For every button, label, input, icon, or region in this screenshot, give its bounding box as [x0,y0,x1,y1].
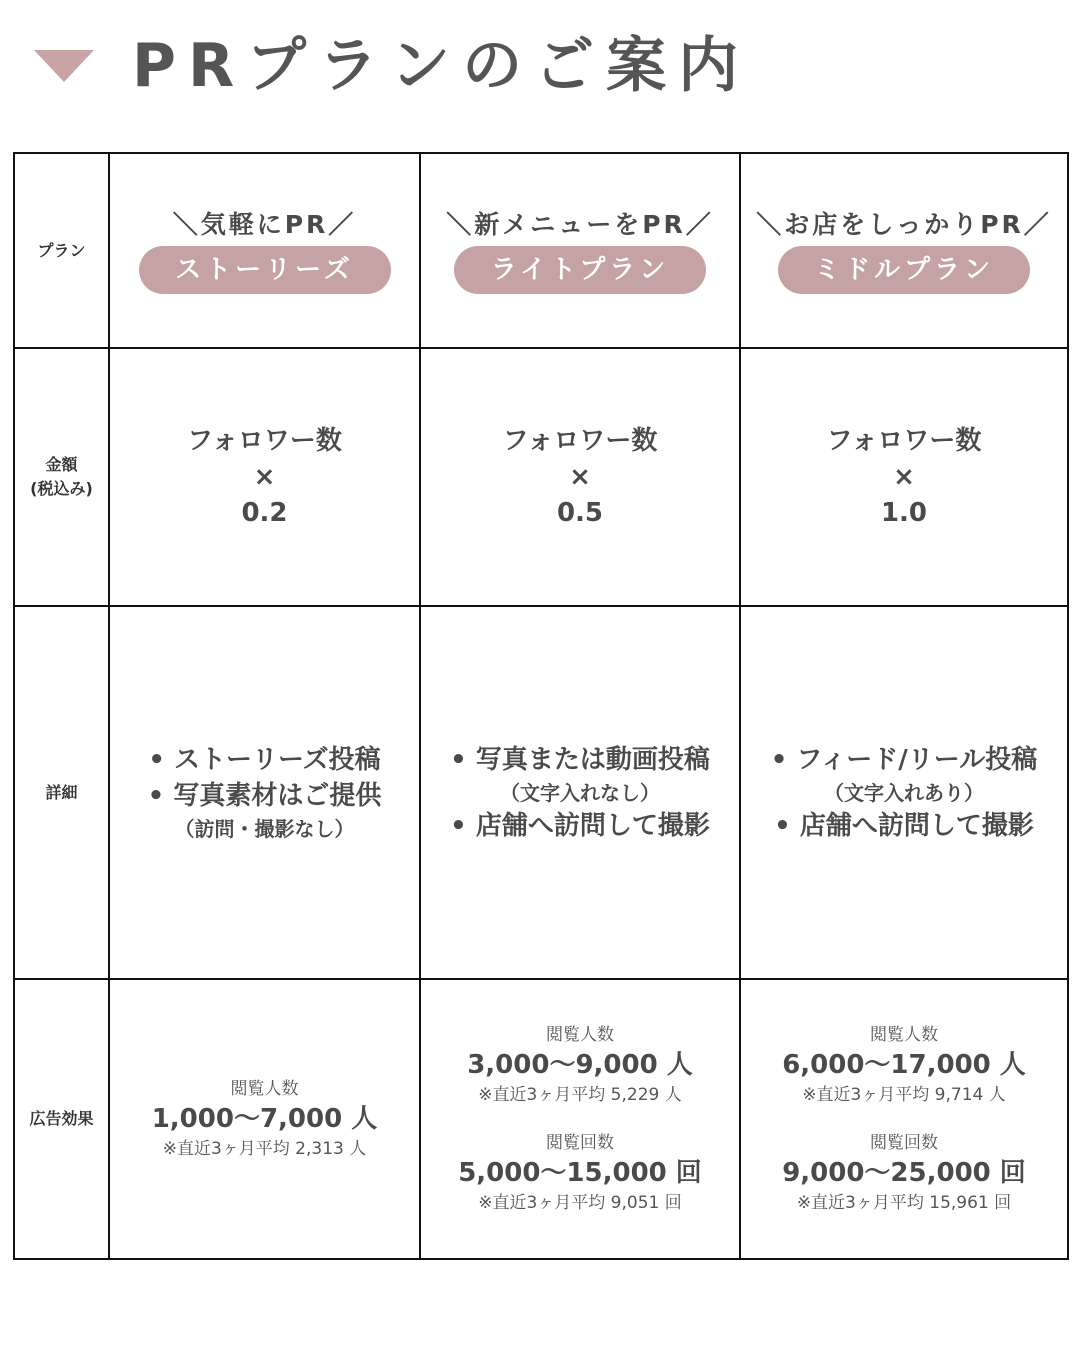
effect-block [741,1023,1067,1107]
details-cell-1 [109,606,420,979]
detail-note: （訪問・撮影なし） [174,816,355,841]
effect-row [14,979,1068,1259]
row-label-price-line1: 金額 [45,455,78,474]
effect-average: ※直近3ヶ月平均 15,961 回 [796,1193,1012,1213]
price-rate: 0.2 [241,498,288,528]
plan-name-badge: ストーリーズ [139,246,391,294]
effect-block [110,1077,419,1161]
effect-cell-2 [420,979,740,1259]
plan-cell-1 [109,153,420,348]
effect-range: 1,000〜7,000 人 [151,1104,378,1134]
row-label-plan: プラン [14,153,109,348]
detail-note: （文字入れなし） [500,780,660,805]
effect-block [421,1023,739,1107]
effect-average: ※直近3ヶ月平均 9,051 回 [478,1193,682,1213]
row-label-details: 詳細 [14,606,109,979]
price-rate: 1.0 [880,498,928,528]
effect-label: 閲覧人数 [546,1025,614,1045]
page-title: PRプランのご案内 [132,31,751,101]
page-header [0,0,1080,140]
price-row [14,348,1068,606]
effect-range: 9,000〜25,000 回 [782,1158,1026,1188]
row-label-price-line2: (税込み) [30,479,93,498]
plan-table [13,152,1069,1260]
detail-item: • 写真または動画投稿 [450,744,710,775]
details-row [14,606,1068,979]
plan-tagline: ＼新メニューをPR／ [446,209,714,239]
effect-average: ※直近3ヶ月平均 2,313 人 [162,1139,367,1159]
effect-range: 6,000〜17,000 人 [782,1050,1026,1080]
plan-row [14,153,1068,348]
effect-average: ※直近3ヶ月平均 5,229 人 [478,1085,682,1105]
effect-range: 3,000〜9,000 人 [467,1050,693,1080]
price-multiply: × [569,462,591,492]
price-cell-3 [740,348,1068,606]
effect-block [741,1131,1067,1215]
details-cell-2 [420,606,740,979]
effect-label: 閲覧人数 [870,1025,938,1045]
plan-tagline: ＼お店をしっかりPR／ [756,209,1052,239]
detail-item: • フィード/リール投稿 [770,744,1038,775]
plan-cell-3 [740,153,1068,348]
price-basis: フォロワー数 [187,426,342,456]
effect-label: 閲覧回数 [546,1133,614,1153]
price-rate: 0.5 [556,498,604,528]
price-multiply: × [253,462,276,492]
price-basis: フォロワー数 [502,426,658,456]
detail-item: • 写真素材はご提供 [147,780,382,811]
plan-tagline: ＼気軽にPR／ [172,209,357,239]
effect-cell-3 [740,979,1068,1259]
price-cell-1 [109,348,420,606]
plan-name-badge: ライトプラン [454,246,706,294]
detail-item: • 店舗へ訪問して撮影 [774,810,1034,841]
price-cell-2 [420,348,740,606]
effect-label: 閲覧回数 [870,1133,938,1153]
plan-name-badge: ミドルプラン [778,246,1030,294]
row-label-price [14,348,109,606]
price-multiply: × [893,462,915,492]
effect-label: 閲覧人数 [230,1079,299,1099]
effect-cell-1 [109,979,420,1259]
effect-average: ※直近3ヶ月平均 9,714 人 [802,1085,1006,1105]
row-label-effect: 広告効果 [14,979,109,1259]
triangle-down-icon [34,50,94,82]
detail-note: （文字入れあり） [824,780,984,805]
detail-item: • 店舗へ訪問して撮影 [450,810,710,841]
price-basis: フォロワー数 [826,426,982,456]
plan-cell-2 [420,153,740,348]
effect-range: 5,000〜15,000 回 [458,1158,702,1188]
detail-item: • ストーリーズ投稿 [148,744,381,775]
effect-block [421,1131,739,1215]
details-cell-3 [740,606,1068,979]
